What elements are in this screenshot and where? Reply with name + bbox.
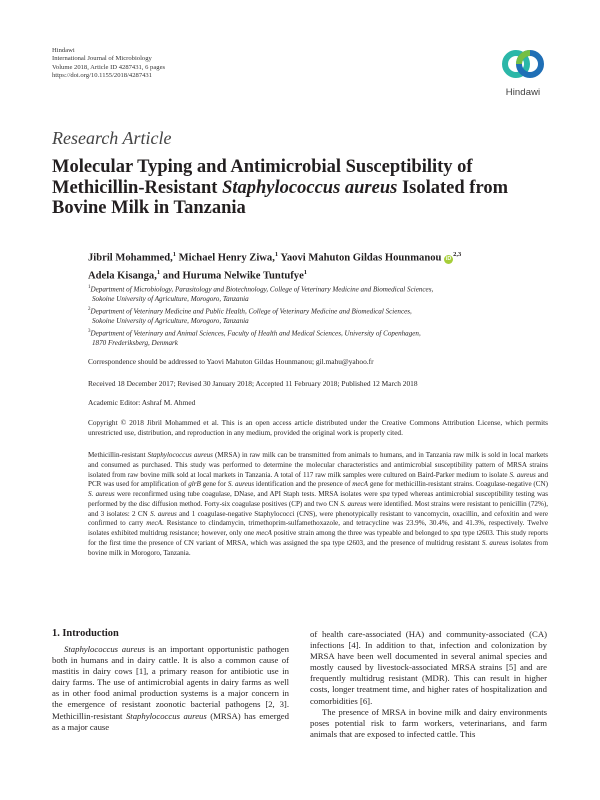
title-part4: Bovine Milk in Tanzania [52, 198, 246, 218]
affiliations [88, 283, 538, 349]
affiliation-line: Department of Microbiology, Parasitology and Biotechnology, College of Veterinary Medicine and Biomedical Sciences, [90, 285, 434, 294]
title-part3: Isolated from [397, 177, 508, 198]
intro-paragraph: Staphylococcus aureus is an important opportunistic pathogen both in humans and in dairy cattle. It is also a common cause of mastitis in dairy cows [1], a primary reason for antibiotic use in dairy farms. The use of antimicrobial agents in dairy farms as well as in other food animal production systems is a major concern in the emergence of resistant zoonotic bacterial pathogens [2, 3]. Methicillin-resistant Staphylococcus aureus (MRSA) has emerged as a major cause [52, 644, 289, 732]
affiliation-item [88, 283, 538, 305]
affiliation-item [88, 305, 538, 327]
author-affil-sup: 1 [274, 251, 279, 258]
author-name[interactable]: Adela Kisanga, [88, 270, 157, 282]
affiliation-sup: 3 [88, 328, 91, 334]
abstract: Methicillin-resistant Staphylococcus aureus (MRSA) in raw milk can be transmitted from animals to humans, and in Tanzania raw milk is sold in local markets and consumed as purchased. This study was performed to determine the molecular characteristics and antimicrobial susceptibility pattern of MRSA strains isolated from raw bovine milk sold at local markets in Tanzania. A total of 117 raw milk samples were cultured on Baird-Parker medium to isolate S. aureus and PCR was used for amplification of glrB gene for S. aureus identification and the presence of mecA gene for methicillin-resistant strains. Coagulase-negative (CN) S. aureus were reconfirmed using tube coagulase, DNase, and API Staph tests. MRSA isolates were spa typed whereas antimicrobial susceptibility testing was performed by the disc diffusion method. Forty-six coagulase positives (CP) and two CN S. aureus were identified. Most strains were resistant to penicillin (72%), and 3 isolates: 2 CN S. aureus and 1 coagulase-negative Staphylococci (CNS), were phenotypically resistant to vancomycin, oxacillin, and cefoxitin and were confirmed to carry mecA. Resistance to clindamycin, trimethoprim-sulfamethoxazole, and tetracycline was 23.9%, 30.4%, and 41.3%, respectively. Twelve isolates exhibited multidrug resistance; however, only one mecA positive strain among the three was typeable and belonged to spa type t2603. This study reports for the first time the presence of CN variant of MRSA, which was assigned the spa type t2603, and the presence of multidrug resistant S. aureus isolates from bovine milk in Morogoro, Tanzania. [88, 451, 548, 557]
correspondence: Correspondence should be addressed to Yaovi Mahuton Gildas Hounmanou; gil.mahu@yahoo.fr [88, 357, 374, 366]
affiliation-line: 1870 Frederiksberg, Denmark [92, 339, 178, 348]
section-heading-introduction: 1. Introduction [52, 628, 119, 639]
author-list [88, 248, 548, 284]
author-name[interactable]: and Huruma Nelwike Tuntufye [162, 270, 304, 282]
volume-line: Volume 2018, Article ID 4287431, 6 pages [52, 63, 166, 71]
logo-text: Hindawi [505, 87, 541, 98]
journal-meta [52, 47, 165, 80]
intro-paragraph: of health care-associated (HA) and community-associated (CA) infections [4]. In addition to that, infection and colonization by MRSA have been well documented in several animal species and mostly caused by livestock-associated MRSA strains [5] and are frequently multidrug resistant (MDR). This can result in higher costs, longer treatment time, and higher rates of hospitalization and comorbidities [6]. [310, 629, 547, 706]
academic-editor: Academic Editor: Ashraf M. Ahmed [88, 398, 196, 407]
intro-paragraph: The presence of MRSA in bovine milk and dairy environments poses potential risk to farm workers, veterinarians, and farm animals that are exposed to infected cattle. This [310, 706, 547, 739]
article-title [52, 157, 542, 219]
author-name[interactable]: Jibril Mohammed, [88, 252, 173, 264]
hindawi-logo [495, 44, 551, 98]
affiliation-sup: 1 [88, 285, 91, 290]
author-affil-sup: 1 [156, 269, 161, 277]
author-affil-sup: 1 [303, 269, 308, 277]
publisher-name: Hindawi [52, 47, 75, 54]
title-species: Staphylococcus aureus [222, 177, 398, 198]
article-type: Research Article [52, 128, 172, 148]
title-part1: Molecular Typing and Antimicrobial Susceptibility of [52, 157, 473, 177]
title-part2: Methicillin-Resistant [52, 177, 223, 198]
affiliation-line: Sokoine University of Agriculture, Morogoro, Tanzania [92, 295, 249, 304]
publication-dates: Received 18 December 2017; Revised 30 January 2018; Accepted 11 February 2018; Published 12 March 2018 [88, 379, 418, 388]
journal-name: International Journal of Microbiology [52, 55, 152, 63]
affiliation-line: Department of Veterinary and Animal Sciences, Faculty of Health and Medical Sciences, University of Copenhagen, [90, 329, 421, 338]
doi-link[interactable]: https://doi.org/10.1155/2018/4287431 [52, 71, 153, 79]
intro-left-column [52, 644, 289, 733]
author-name[interactable]: Yaovi Mahuton Gildas Hounmanou [280, 252, 442, 264]
copyright-notice: Copyright © 2018 Jibril Mohammed et al. This is an open access article distributed under the Creative Commons Attribution License, which permits unrestricted use, distribution, and reproduction in any medium, provided the original work is properly cited. [88, 418, 548, 437]
hindawi-logo-icon [500, 44, 546, 84]
affiliation-line: Sokoine University of Agriculture, Morogoro, Tanzania [92, 317, 249, 326]
author-affil-sup: 1 [172, 251, 176, 258]
affiliation-sup: 2 [88, 306, 91, 312]
affiliation-line: Department of Veterinary Medicine and Public Health, College of Veterinary Medicine and Biomedical Sciences, [90, 307, 412, 316]
intro-right-column [310, 629, 547, 740]
orcid-icon[interactable]: iD [445, 255, 452, 262]
author-name[interactable]: Michael Henry Ziwa, [178, 252, 275, 264]
affiliation-item [88, 327, 538, 349]
author-affil-sup: 2,3 [453, 251, 462, 258]
